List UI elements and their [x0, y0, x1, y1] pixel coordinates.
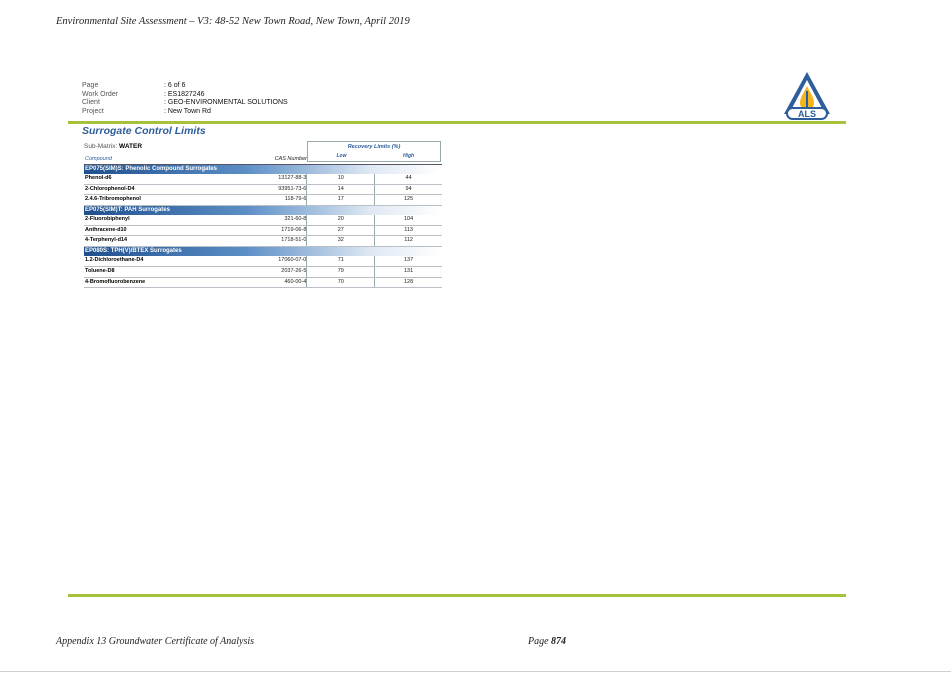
high-cell: 128	[374, 278, 442, 288]
recovery-low-header: Low	[336, 153, 347, 159]
footer-page-value: 874	[551, 636, 567, 647]
table-row	[84, 195, 442, 206]
table-column-header	[84, 156, 442, 165]
group-header: EP075(SIM)T: PAH Surrogates	[84, 206, 442, 215]
footer-page-label: Page	[528, 636, 549, 647]
footer-page-number	[528, 636, 566, 647]
meta-row-client	[82, 99, 288, 108]
cas-column-header: CAS Number	[274, 156, 307, 162]
meta-label: Client	[82, 99, 100, 107]
cas-cell: 17060-07-0	[278, 257, 307, 264]
meta-value: : GEO-ENVIRONMENTAL SOLUTIONS	[164, 99, 288, 107]
compound-cell: 4-Bromofluorobenzene	[85, 278, 146, 285]
low-cell: 71	[306, 256, 374, 266]
cas-cell: 13127-88-3	[278, 175, 307, 181]
meta-row-page	[82, 82, 288, 91]
table-row	[84, 267, 442, 278]
compound-cell: 2-Fluorobiphenyl	[85, 216, 130, 223]
high-cell: 125	[374, 195, 442, 205]
report-meta	[82, 82, 288, 116]
cas-cell: 118-79-6	[284, 196, 307, 203]
low-cell: 27	[306, 226, 374, 236]
compound-cell: 2.4.6-Tribromophenol	[85, 196, 141, 203]
recovery-limits-title: Recovery Limits (%)	[347, 144, 401, 150]
cas-cell: 321-60-8	[284, 216, 307, 223]
compound-cell: Phenol-d6	[85, 175, 112, 181]
meta-label: Project	[82, 107, 104, 115]
recovery-high-header: High	[402, 153, 415, 159]
low-cell: 10	[306, 174, 374, 184]
high-cell: 94	[374, 185, 442, 195]
low-cell: 32	[306, 236, 374, 246]
low-cell: 14	[306, 185, 374, 195]
table-row	[84, 236, 442, 247]
compound-column-header: Compound	[85, 156, 112, 162]
meta-value: : ES1827246	[164, 90, 205, 98]
surrogate-table	[84, 156, 442, 288]
low-cell: 20	[306, 215, 374, 225]
als-logo-icon	[781, 70, 833, 122]
header-divider	[68, 121, 846, 124]
compound-cell: Anthracene-d10	[85, 226, 127, 233]
table-row	[84, 215, 442, 226]
compound-cell: 2-Chlorophenol-D4	[85, 185, 135, 192]
sub-matrix-value: WATER	[119, 143, 143, 150]
compound-cell: 4-Terphenyl-d14	[85, 237, 128, 244]
logo-wordmark: ALS	[798, 109, 816, 119]
low-cell: 70	[306, 278, 374, 288]
meta-label: Page	[82, 82, 99, 89]
compound-cell: 1.2-Dichloroethane-D4	[85, 257, 144, 264]
section-title: Surrogate Control Limits	[82, 125, 206, 137]
table-row	[84, 226, 442, 237]
cas-cell: 1719-06-8	[281, 226, 307, 233]
cas-cell: 1718-51-0	[281, 237, 307, 244]
meta-row-work-order	[82, 91, 288, 100]
table-row	[84, 174, 442, 185]
high-cell: 104	[374, 215, 442, 225]
footer-divider	[68, 594, 846, 597]
group-header: EP080S: TPH(V)/BTEX Surrogates	[84, 247, 442, 256]
table-row	[84, 256, 442, 267]
group-header: EP075(SIM)S: Phenolic Compound Surrogates	[84, 165, 442, 174]
meta-value: : New Town Rd	[164, 107, 211, 115]
cas-cell: 93951-73-6	[278, 185, 307, 192]
footer-appendix-title: Appendix 13 Groundwater Certificate of Analysis	[56, 636, 255, 647]
sub-matrix-label: Sub-Matrix:	[84, 143, 118, 150]
cas-cell: 2037-26-5	[281, 267, 307, 274]
document-header: Environmental Site Assessment – V3: 48-52 New Town Road, New Town, April 2019	[56, 16, 410, 27]
high-cell: 112	[374, 236, 442, 246]
high-cell: 137	[374, 256, 442, 266]
compound-cell: Toluene-D8	[85, 267, 115, 274]
cas-cell: 460-00-4	[284, 278, 307, 285]
sub-matrix	[84, 143, 142, 150]
meta-label: Work Order	[82, 90, 119, 98]
page-edge	[0, 671, 951, 672]
high-cell: 44	[374, 174, 442, 184]
meta-value: : 6 of 6	[164, 82, 186, 89]
table-row	[84, 185, 442, 196]
low-cell: 79	[306, 267, 374, 277]
high-cell: 113	[374, 226, 442, 236]
table-row	[84, 278, 442, 289]
high-cell: 131	[374, 267, 442, 277]
meta-row-project	[82, 108, 288, 117]
low-cell: 17	[306, 195, 374, 205]
